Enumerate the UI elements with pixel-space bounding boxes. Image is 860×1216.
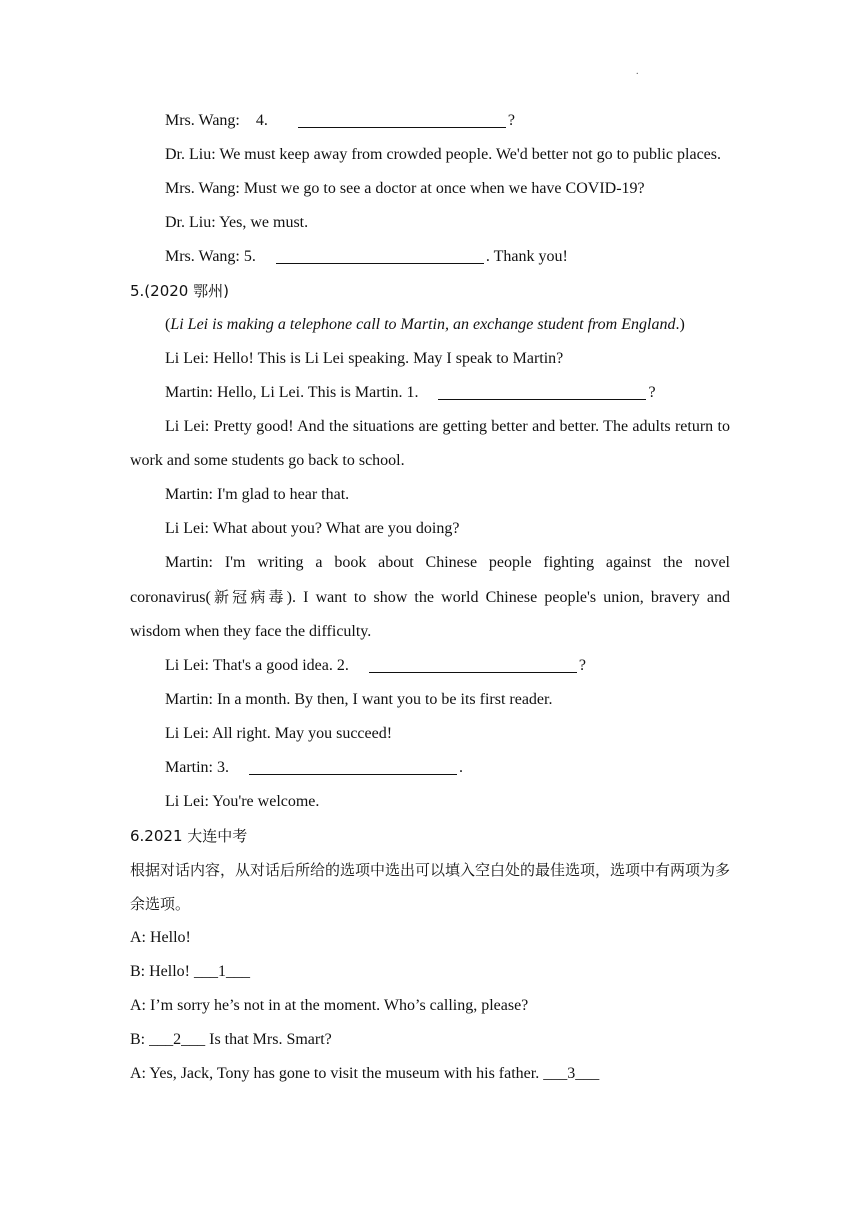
dialogue-line: A: Hello! bbox=[130, 929, 191, 946]
dialogue-line: B: Hello! ___1___ bbox=[130, 963, 250, 980]
dialogue-intro bbox=[130, 308, 730, 342]
intro-paren: ( bbox=[165, 316, 171, 333]
dialogue-line bbox=[130, 649, 730, 683]
dialogue-line: Martin: I'm glad to hear that. bbox=[165, 486, 350, 503]
dialogue-line: Martin: In a month. By then, I want you to be its first reader. bbox=[165, 691, 553, 708]
dialogue-line: Li Lei: You're welcome. bbox=[165, 793, 320, 810]
section-instruction: 根据对话内容，从对话后所给的选项中选出可以填入空白处的最佳选项，选项中有两项为多余选项。 bbox=[130, 861, 731, 913]
section-heading: 6.2021 大连中考 bbox=[130, 827, 248, 845]
dialogue-paragraph: Li Lei: Pretty good! And the situations are getting better and better. The adults return to work and some students go back to school. bbox=[130, 418, 730, 469]
answer-blank-3[interactable] bbox=[249, 754, 457, 775]
dialogue-line: Li Lei: All right. May you succeed! bbox=[165, 725, 393, 742]
intro-text: Li Lei is making a telephone call to Martin, an exchange student from England bbox=[170, 316, 676, 333]
answer-blank-5[interactable] bbox=[276, 243, 484, 264]
dialogue-line bbox=[130, 751, 730, 785]
answer-blank-4[interactable] bbox=[298, 107, 506, 128]
page-mark: . bbox=[636, 66, 639, 77]
speaker-label: Mrs. Wang: bbox=[165, 112, 240, 129]
dialogue-line: A: Yes, Jack, Tony has gone to visit the museum with his father. ___3___ bbox=[130, 1065, 600, 1082]
intro-paren: .) bbox=[675, 316, 685, 333]
line-end: ? bbox=[648, 384, 656, 401]
dialogue-line: B: ___2___ Is that Mrs. Smart? bbox=[130, 1031, 332, 1048]
paragraph-text: ). I want to show the world Chinese people's union, bravery and wisdom when they face the difficulty. bbox=[130, 589, 730, 640]
line-start: Mrs. Wang: 5. bbox=[165, 248, 256, 265]
dialogue-line: Li Lei: What about you? What are you doing? bbox=[165, 520, 460, 537]
document-body bbox=[130, 104, 730, 1091]
question-number: 4. bbox=[255, 112, 268, 129]
line-end: . bbox=[459, 759, 463, 776]
answer-blank-2[interactable] bbox=[369, 652, 577, 673]
line-end: . Thank you! bbox=[485, 248, 568, 265]
dialogue-line: Mrs. Wang: Must we go to see a doctor at once when we have COVID-19? bbox=[165, 180, 645, 197]
dialogue-line bbox=[130, 376, 730, 410]
line-end: ? bbox=[578, 657, 586, 674]
dialogue-line: A: I’m sorry he’s not in at the moment. Who’s calling, please? bbox=[130, 997, 529, 1014]
line-start: Li Lei: That's a good idea. 2. bbox=[165, 657, 349, 674]
line-end: ? bbox=[507, 112, 515, 129]
chinese-gloss: 新冠病毒 bbox=[210, 588, 287, 606]
dialogue-paragraph: Dr. Liu: We must keep away from crowded people. We'd better not go to public places. bbox=[165, 146, 722, 163]
answer-blank-1[interactable] bbox=[438, 379, 646, 400]
dialogue-line bbox=[130, 104, 730, 138]
line-start: Martin: 3. bbox=[165, 759, 229, 776]
dialogue-line: Dr. Liu: Yes, we must. bbox=[165, 214, 309, 231]
dialogue-paragraph bbox=[130, 546, 730, 649]
line-start: Martin: Hello, Li Lei. This is Martin. 1. bbox=[165, 384, 419, 401]
paragraph-text: Martin: I'm writing a book about Chinese people fighting against the novel coronavirus( bbox=[130, 554, 730, 606]
section-heading: 5.(2020 鄂州) bbox=[130, 282, 229, 300]
dialogue-line: Li Lei: Hello! This is Li Lei speaking. May I speak to Martin? bbox=[165, 350, 564, 367]
dialogue-line bbox=[130, 240, 730, 274]
